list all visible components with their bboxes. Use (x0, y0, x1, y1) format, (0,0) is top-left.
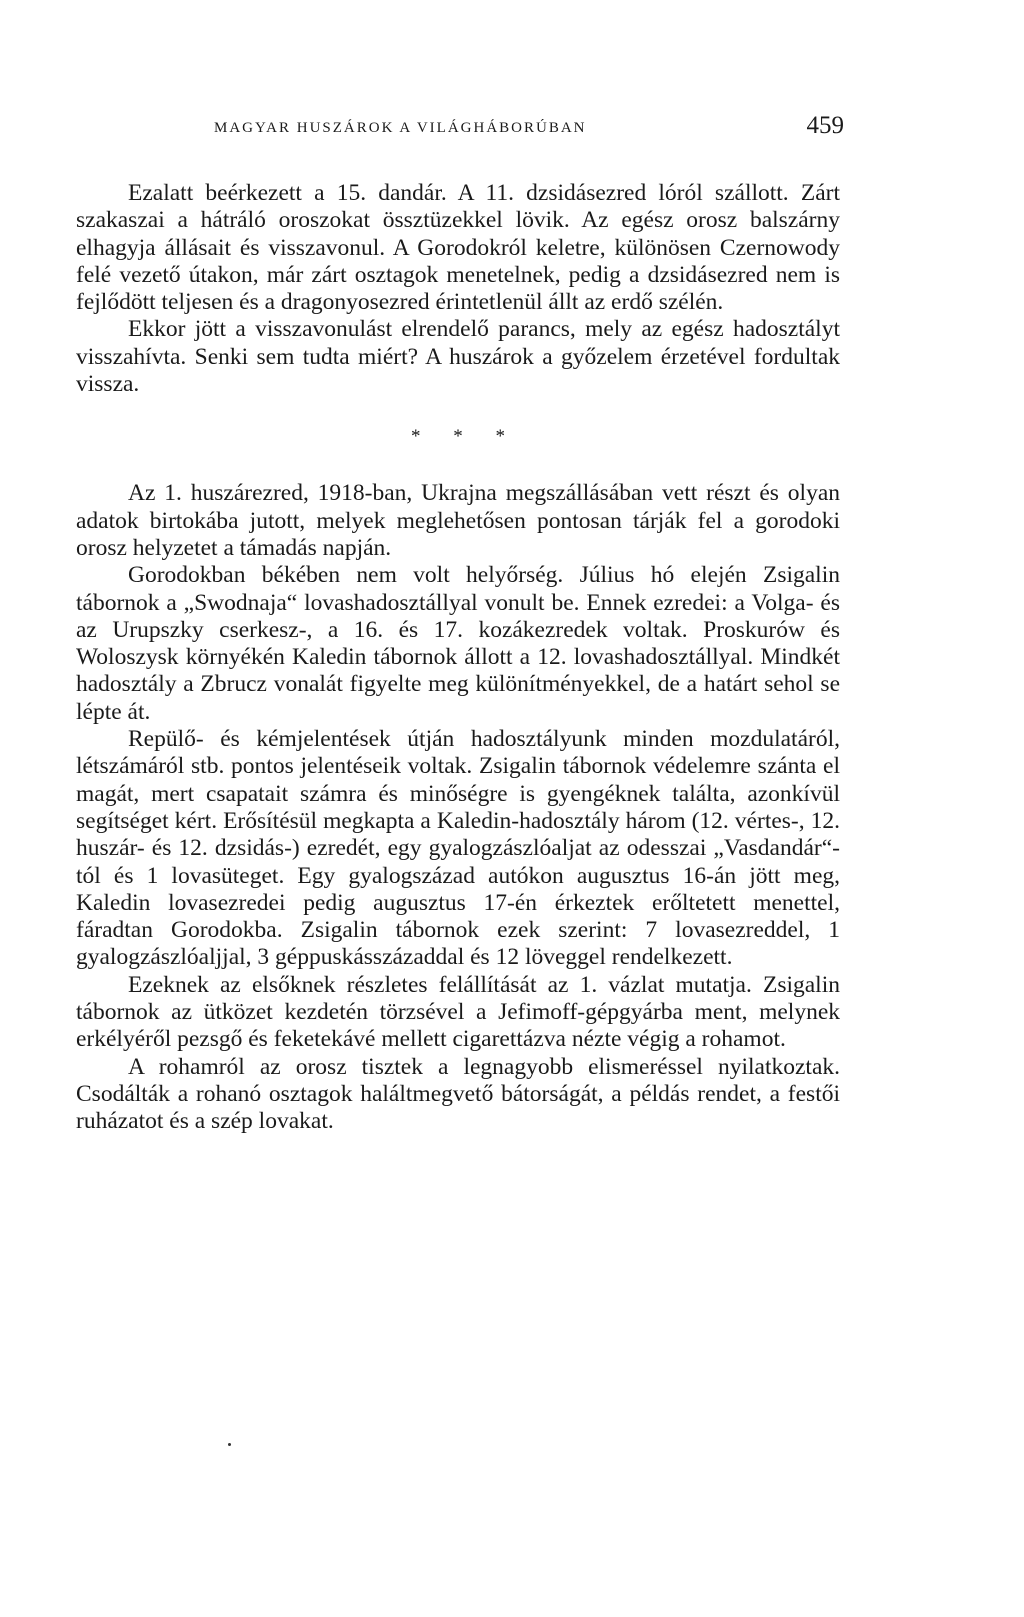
running-title: MAGYAR HUSZÁROK A VILÁGHÁBORÚBAN (214, 120, 587, 136)
page-number: 459 (806, 112, 844, 139)
paragraph: Ekkor jött a visszavonulást elrendelő parancs, mely az egész hadosztályt visszahívta. Senki sem tudta miért? A huszárok a győzelem érzetével fordultak vissza. (76, 316, 840, 398)
paragraph: Az 1. huszárezred, 1918-ban, Ukrajna megszállásában vett részt és olyan adatok birtokába jutott, melyek meglehetősen pontosan tárják fel a gorodoki orosz helyzetet a támadás napján. (76, 480, 840, 561)
print-speck (228, 1443, 231, 1446)
paragraph: Gorodokban békében nem volt helyőrség. Július hó elején Zsigalin tábornok a „Swodnaja“ lovashadosztállyal vonult be. Ennek ezredei: a Volga- és az Urupszky cserkesz-, a 16. és 17. kozákezredek voltak. Proskurów és Woloszysk környékén Kaledin tábornok állott a 12. lovashadosztállyal. Mindkét hadosztály a Zbrucz vonalát figyelte meg különítményekkel, de a határt sehol se lépte át. (76, 562, 840, 725)
paragraph: A rohamról az orosz tisztek a legnagyobb elismeréssel nyilatkoztak. Csodálták a rohanó osztagok haláltmegvető bátorságát, a példás rendet, a festői ruházatot és a szép lovakat. (76, 1053, 840, 1135)
section-separator: * * * (411, 426, 519, 448)
book-page (76, 112, 844, 1136)
running-head (76, 112, 844, 146)
paragraph: Ezalatt beérkezett a 15. dandár. A 11. dzsidásezred lóról szállott. Zárt szakaszai a hátráló oroszokat össztüzekkel lövik. Az egész orosz balszárny elhagyja állásait és visszavonul. A Gorodokról keletre, különösen Czernowody felé vezető útakon, már zárt osztagok menetelnek, pedig a dzsidásezred nem is fejlődött teljesen és a dragonyosezred érintetlenül állt az erdő szélén. (76, 180, 840, 316)
paragraph: Repülő- és kémjelentések útján hadosztályunk minden mozdulatáról, létszámáról stb. pontos jelentéseik voltak. Zsigalin tábornok védelemre szánta el magát, mert csapatait számra és minőségre is gyengéknek találta, azonkívül segítséget kért. Erősítésül megkapta a Kaledin-hadosztály három (12. vértes-, 12. huszár- és 12. dzsidás-) ezredét, egy gyalogzászlóaljat az odesszai „Vasdandár“-tól és 1 lovasüteget. Egy gyalogszázad autókon augusztus 16-án jött meg, Kaledin lovasezredei pedig augusztus 17-én érkeztek erőltetett menettel, fáradtan Gorodokba. Zsigalin tábornok ezek szerint: 7 lovasezreddel, 1 gyalogzászlóaljjal, 3 géppuskásszázaddal és 12 löveggel rendelkezett. (76, 726, 840, 971)
body-text (76, 180, 840, 1136)
paragraph: Ezeknek az elsőknek részletes felállítását az 1. vázlat mutatja. Zsigalin tábornok az ütközet kezdetén törzsével a Jefimoff-gépgyárba ment, melynek erkélyéről pezsgő és feketekávé mellett cigarettázva nézte végig a rohamot. (76, 971, 840, 1053)
